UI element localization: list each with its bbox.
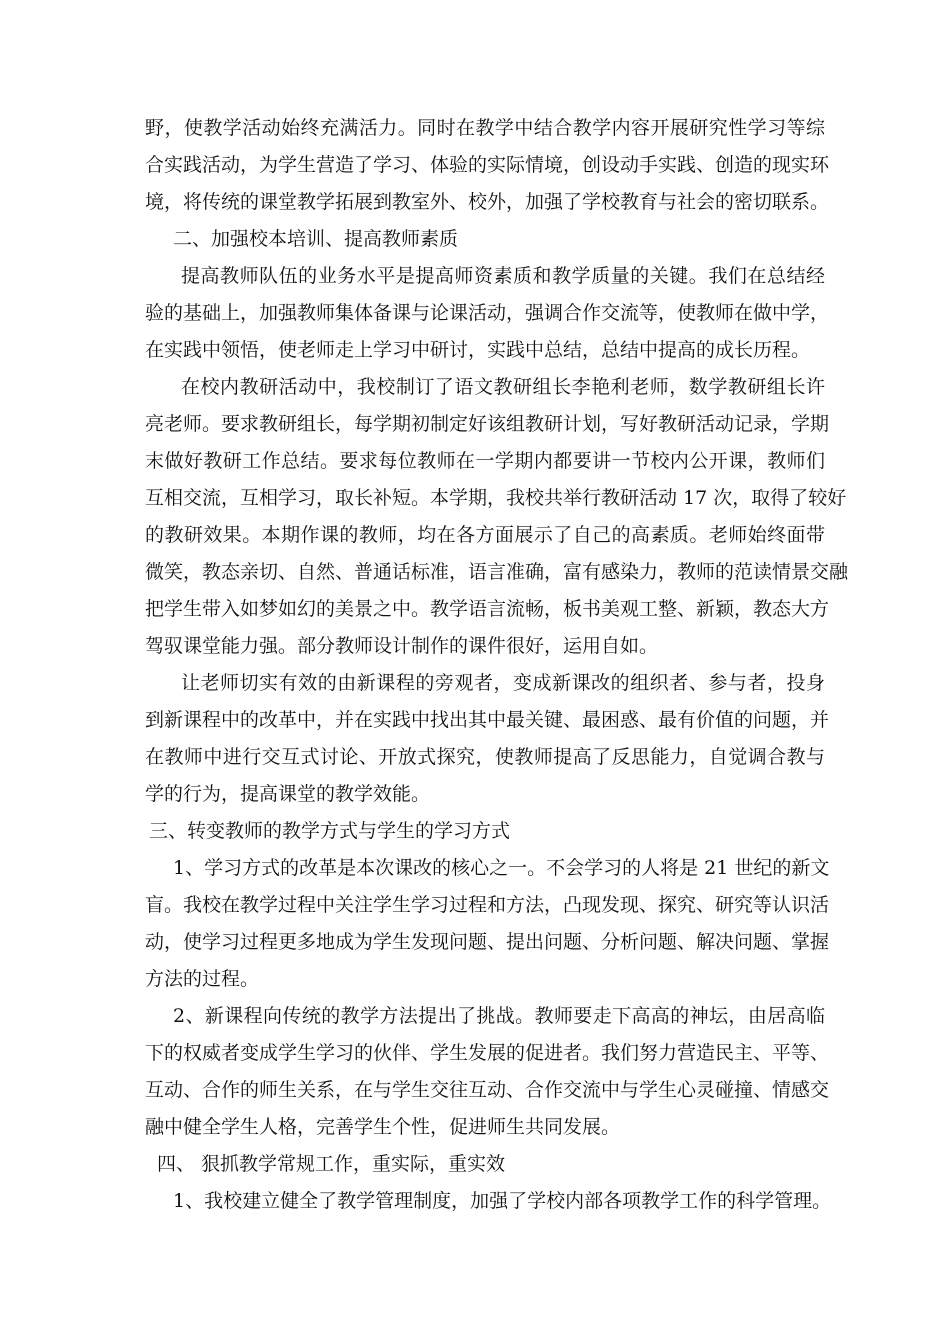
- section-heading: 四、 狠抓教学常规工作，重实际，重实效: [157, 1153, 506, 1175]
- paragraph-line: 验的基础上，加强教师集体备课与论课活动，强调合作交流等，使教师在做中学，: [145, 302, 830, 324]
- paragraph-line: 融中健全学生人格，完善学生个性，促进师生共同发展。: [145, 1116, 621, 1138]
- section-heading: 二、加强校本培训、提高教师素质: [173, 228, 459, 250]
- paragraph-line: 互相交流，互相学习，取长补短。本学期，我校共举行教研活动 17 次，取得了较好: [145, 487, 847, 509]
- paragraph-line: 1、我校建立健全了教学管理制度，加强了学校内部各项教学工作的科学管理。: [173, 1190, 832, 1212]
- paragraph-line: 下的权威者变成学生学习的伙伴、学生发展的促进者。我们努力营造民主、平等、: [145, 1042, 830, 1064]
- paragraph-line: 的教研效果。本期作课的教师，均在各方面展示了自己的高素质。老师始终面带: [145, 524, 825, 546]
- document-body: [145, 110, 849, 1220]
- paragraph-line: 让老师切实有效的由新课程的旁观者，变成新课改的组织者、参与者，投身: [181, 672, 825, 694]
- paragraph-line: 微笑，教态亲切、自然、普通话标准，语言准确，富有感染力，教师的范读情景交融: [145, 561, 849, 583]
- paragraph-line: 互动、合作的师生关系，在与学生交往互动、合作交流中与学生心灵碰撞、情感交: [145, 1079, 830, 1101]
- paragraph-line: 把学生带入如梦如幻的美景之中。教学语言流畅，板书美观工整、新颖，教态大方: [145, 598, 830, 620]
- paragraph-line: 野，使教学活动始终充满活力。同时在教学中结合教学内容开展研究性学习等综: [145, 117, 825, 139]
- paragraph-line: 合实践活动，为学生营造了学习、体验的实际情境，创设动手实践、创造的现实环: [145, 154, 830, 176]
- paragraph-line: 境，将传统的课堂教学拓展到教室外、校外，加强了学校教育与社会的密切联系。: [145, 191, 830, 213]
- paragraph-line: 2、新课程向传统的教学方法提出了挑战。教师要走下高高的神坛，由居高临: [173, 1005, 825, 1027]
- paragraph-line: 在校内教研活动中，我校制订了语文教研组长李艳利老师，数学教研组长许: [181, 376, 825, 398]
- paragraph-line: 动，使学习过程更多地成为学生发现问题、提出问题、分析问题、解决问题、掌握: [145, 931, 830, 953]
- paragraph-line: 1、学习方式的改革是本次课改的核心之一。不会学习的人将是 21 世纪的新文: [173, 857, 830, 879]
- paragraph-line: 在教师中进行交互式讨论、开放式探究，使教师提高了反思能力，自觉调合教与: [145, 746, 825, 768]
- paragraph-line: 盲。我校在教学过程中关注学生学习过程和方法，凸现发现、探究、研究等认识活: [145, 894, 830, 916]
- section-heading: 三、转变教师的教学方式与学生的学习方式: [149, 820, 511, 842]
- paragraph-line: 学的行为，提高课堂的教学效能。: [145, 783, 431, 805]
- paragraph-line: 在实践中领悟，使老师走上学习中研讨，实践中总结，总结中提高的成长历程。: [145, 339, 811, 361]
- paragraph-line: 亮老师。要求教研组长，每学期初制定好该组教研计划，写好教研活动记录，学期: [145, 413, 830, 435]
- paragraph-line: 末做好教研工作总结。要求每位教师在一学期内都要讲一节校内公开课，教师们: [145, 450, 825, 472]
- paragraph-line: 提高教师队伍的业务水平是提高师资素质和教学质量的关键。我们在总结经: [181, 265, 825, 287]
- paragraph-line: 驾驭课堂能力强。部分教师设计制作的课件很好，运用自如。: [145, 635, 659, 657]
- paragraph-line: 到新课程中的改革中，并在实践中找出其中最关键、最困惑、最有价值的问题，并: [145, 709, 830, 731]
- paragraph-line: 方法的过程。: [145, 968, 260, 990]
